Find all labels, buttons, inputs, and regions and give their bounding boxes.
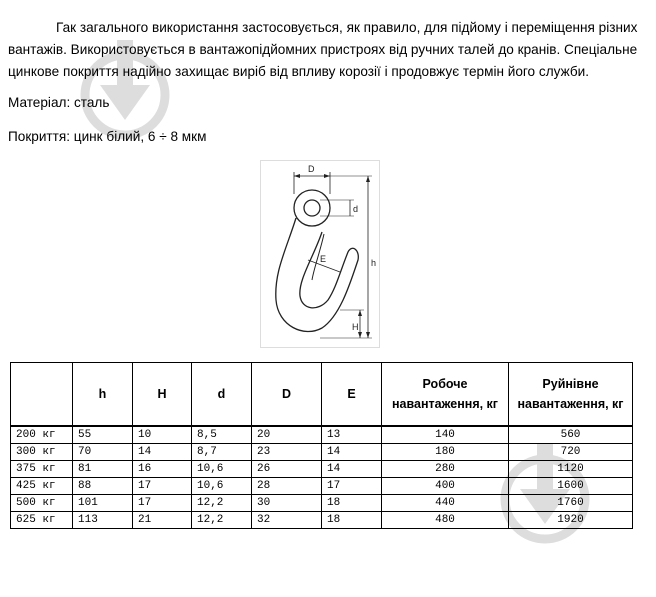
table-cell: 10,6 <box>192 478 252 495</box>
table-cell: 20 <box>252 426 322 444</box>
table-row <box>11 426 633 444</box>
table-row <box>11 512 633 529</box>
label-H: H <box>352 322 359 332</box>
table-cell: 32 <box>252 512 322 529</box>
table-cell: 12,2 <box>192 512 252 529</box>
table-cell: 14 <box>133 444 192 461</box>
column-header-d: d <box>192 363 252 427</box>
table-cell: 55 <box>73 426 133 444</box>
table-cell: 440 <box>382 495 509 512</box>
hook-dimension-drawing <box>260 160 380 348</box>
table-cell: 16 <box>133 461 192 478</box>
column-header-working-load: Робоче навантаження, кг <box>382 363 509 427</box>
hook-eye <box>294 190 330 226</box>
product-description: Гак загального використання застосовується, як правило, для підйому і переміщення різних вантажів. Використовується в вантажопідйомних пристроях від ручних талей до кранів. Спеціальне цинкове покриття надійно захищає виріб від впливу корозії і продовжує термін його служби. <box>8 20 638 79</box>
table-header-row <box>11 363 633 427</box>
table-row <box>11 444 633 461</box>
column-header-h: h <box>73 363 133 427</box>
table-cell: 1600 <box>509 478 633 495</box>
table-cell: 14 <box>322 444 382 461</box>
table-cell: 18 <box>322 495 382 512</box>
table-cell: 1760 <box>509 495 633 512</box>
table-cell: 1120 <box>509 461 633 478</box>
table-cell: 10 <box>133 426 192 444</box>
table-cell: 200 кг <box>11 426 73 444</box>
table-cell: 23 <box>252 444 322 461</box>
column-header <box>11 363 73 427</box>
table-cell: 560 <box>509 426 633 444</box>
table-cell: 280 <box>382 461 509 478</box>
label-h: h <box>371 258 377 268</box>
table-cell: 180 <box>382 444 509 461</box>
table-cell: 1920 <box>509 512 633 529</box>
material-line: Матеріал: сталь <box>8 95 110 110</box>
table-cell: 17 <box>133 478 192 495</box>
table-cell: 8,7 <box>192 444 252 461</box>
table-cell: 8,5 <box>192 426 252 444</box>
table-cell: 113 <box>73 512 133 529</box>
table-cell: 18 <box>322 512 382 529</box>
table-cell: 140 <box>382 426 509 444</box>
table-cell: 14 <box>322 461 382 478</box>
table-cell: 26 <box>252 461 322 478</box>
table-cell: 400 <box>382 478 509 495</box>
table-cell: 10,6 <box>192 461 252 478</box>
table-cell: 17 <box>322 478 382 495</box>
table-cell: 425 кг <box>11 478 73 495</box>
table-cell: 13 <box>322 426 382 444</box>
table-cell: 30 <box>252 495 322 512</box>
coating-line: Покриття: цинк білий, 6 ÷ 8 мкм <box>8 129 207 144</box>
label-D: D <box>308 164 315 174</box>
table-cell: 21 <box>133 512 192 529</box>
table-row <box>11 478 633 495</box>
table-cell: 375 кг <box>11 461 73 478</box>
table-cell: 17 <box>133 495 192 512</box>
table-cell: 88 <box>73 478 133 495</box>
column-header-breaking-load: Руйнівне навантаження, кг <box>509 363 633 427</box>
table-cell: 625 кг <box>11 512 73 529</box>
table-cell: 70 <box>73 444 133 461</box>
specifications-table <box>10 362 633 529</box>
table-cell: 81 <box>73 461 133 478</box>
table-cell: 28 <box>252 478 322 495</box>
table-cell: 480 <box>382 512 509 529</box>
column-header-D: D <box>252 363 322 427</box>
table-cell: 101 <box>73 495 133 512</box>
table-cell: 12,2 <box>192 495 252 512</box>
column-header-H: H <box>133 363 192 427</box>
table-cell: 500 кг <box>11 495 73 512</box>
hook-body <box>276 218 359 332</box>
label-d: d <box>353 204 359 214</box>
column-header-E: E <box>322 363 382 427</box>
table-cell: 300 кг <box>11 444 73 461</box>
label-E: E <box>320 254 327 264</box>
table-row <box>11 461 633 478</box>
table-row <box>11 495 633 512</box>
table-cell: 720 <box>509 444 633 461</box>
